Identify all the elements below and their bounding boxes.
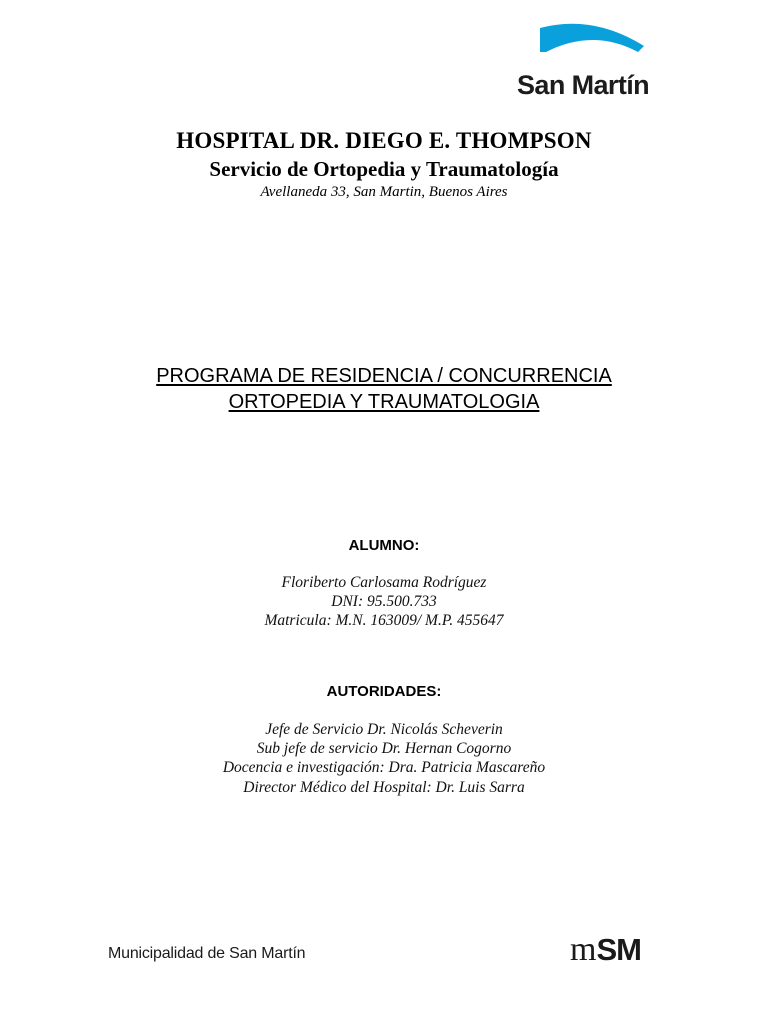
autoridades-heading: AUTORIDADES: <box>326 683 442 700</box>
logo-arc-icon <box>538 22 646 54</box>
hospital-header <box>0 126 768 202</box>
program-title-line-2: ORTOPEDIA Y TRAUMATOLOGIA <box>228 391 540 413</box>
autoridad-jefe: Jefe de Servicio Dr. Nicolás Scheverin <box>265 721 503 738</box>
footer-logo-m: m <box>570 931 597 968</box>
alumno-details <box>0 573 768 631</box>
footer-municipality-text: Municipalidad de San Martín <box>108 945 306 962</box>
autoridad-subjefe: Sub jefe de servicio Dr. Hernan Cogorno <box>256 740 512 758</box>
hospital-title: HOSPITAL DR. DIEGO E. THOMPSON <box>176 128 592 153</box>
san-martin-logo <box>512 20 678 100</box>
alumno-name: Floriberto Carlosama Rodríguez <box>281 574 487 591</box>
autoridades-list <box>0 720 768 797</box>
service-title: Servicio de Ortopedia y Traumatología <box>209 157 559 181</box>
footer-msm-logo <box>570 932 641 974</box>
alumno-heading: ALUMNO: <box>348 537 420 554</box>
footer-logo-sm: SM <box>596 932 641 967</box>
logo-text: San Martín <box>517 70 650 100</box>
program-title <box>0 363 768 415</box>
program-title-line-1: PROGRAMA DE RESIDENCIA / CONCURRENCIA <box>156 365 612 387</box>
hospital-address: Avellaneda 33, San Martin, Buenos Aires <box>260 184 508 200</box>
alumno-matricula: Matricula: M.N. 163009/ M.P. 455647 <box>264 612 504 630</box>
autoridad-director: Director Médico del Hospital: Dr. Luis Sarra <box>243 778 525 796</box>
alumno-dni: DNI: 95.500.733 <box>331 593 437 611</box>
autoridad-docencia: Docencia e investigación: Dra. Patricia Mascareño <box>222 759 546 777</box>
